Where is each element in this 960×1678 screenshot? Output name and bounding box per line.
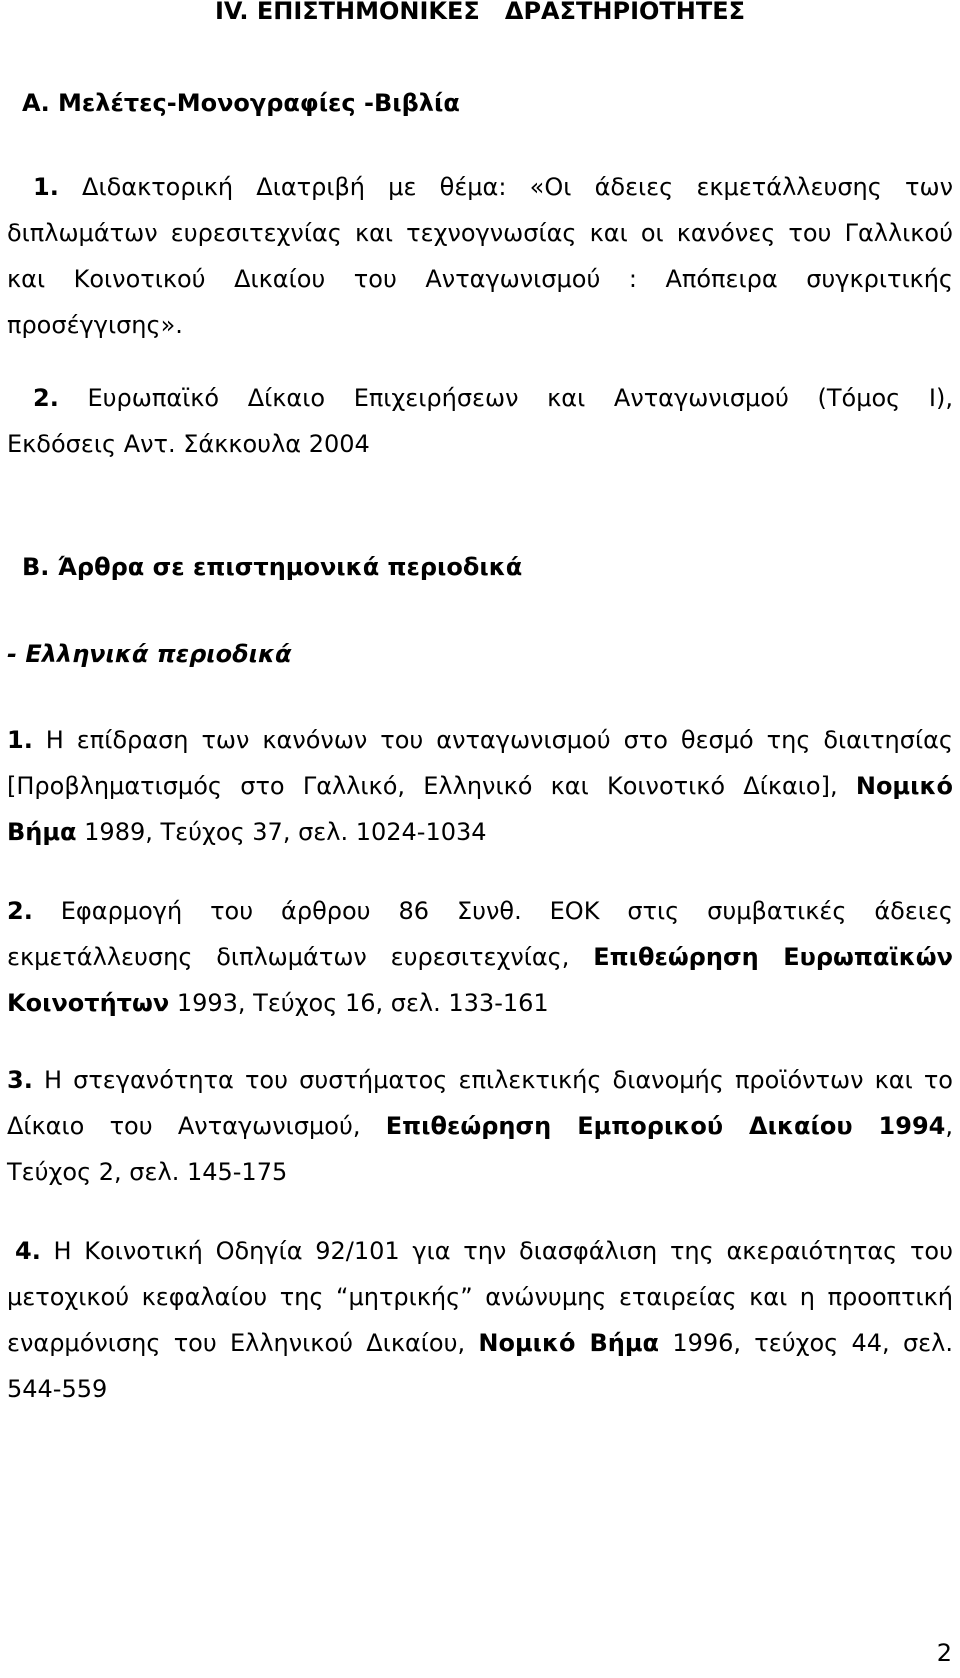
b-item-4-number: 4. xyxy=(15,1237,41,1265)
b-item-4-line-2: μετοχικού κεφαλαίου της “μητρικής” ανώνυμης εταιρείας και η προοπτική xyxy=(7,1283,953,1311)
b-item-3-line-3: Τεύχος 2, σελ. 145-175 xyxy=(7,1158,288,1186)
b-item-3-line-2: Δίκαιο του Ανταγωνισμού, Επιθεώρηση Εμπορικού Δικαίου 1994, xyxy=(7,1112,953,1140)
journal-name: Νομικό Βήμα xyxy=(478,1329,660,1357)
b-item-4-line-4: 544-559 xyxy=(7,1375,108,1403)
b-item-4-line-1: 4. Η Κοινοτική Οδηγία 92/101 για την διασφάλιση της ακεραιότητας του xyxy=(15,1237,953,1265)
b-item-3-line-1: 3. Η στεγανότητα του συστήματος επιλεκτικής διανομής προϊόντων και το xyxy=(7,1066,953,1094)
journal-name: Επιθεώρηση Εμπορικού Δικαίου 1994 xyxy=(385,1112,946,1140)
b-item-3 xyxy=(7,1057,953,1195)
journal-name: Επιθεώρηση Ευρωπαϊκών xyxy=(593,943,953,971)
journal-name: Κοινοτήτων xyxy=(7,989,170,1017)
b-item-1 xyxy=(7,717,953,855)
b-item-4 xyxy=(7,1228,953,1412)
a-item-1-line-3: και Κοινοτικού Δικαίου του Ανταγωνισμού : Απόπειρα συγκριτικής xyxy=(7,265,953,293)
journal-name: Βήμα xyxy=(7,818,77,846)
a-item-1-number: 1. xyxy=(33,173,59,201)
a-item-2-number: 2. xyxy=(33,384,59,412)
b-item-2-line-2: εκμετάλλευσης διπλωμάτων ευρεσιτεχνίας, Επιθεώρηση Ευρωπαϊκών xyxy=(7,943,953,971)
greek-journals-label: - Ελληνικά περιοδικά xyxy=(7,640,292,668)
b-item-2-number: 2. xyxy=(7,897,33,925)
a-item-2-line-2: Εκδόσεις Αντ. Σάκκουλα 2004 xyxy=(7,430,370,458)
subsection-b-title: Β. Άρθρα σε επιστημονικά περιοδικά xyxy=(22,553,523,581)
b-item-1-line-1: 1. Η επίδραση των κανόνων του ανταγωνισμού στο θεσμό της διαιτησίας xyxy=(7,726,953,754)
a-item-1 xyxy=(7,164,953,348)
subsection-a-title: Α. Μελέτες-Μονογραφίες -Βιβλία xyxy=(22,89,460,117)
journal-name: Νομικό xyxy=(855,772,953,800)
b-item-3-number: 3. xyxy=(7,1066,33,1094)
b-item-4-line-3: εναρμόνισης του Ελληνικού Δικαίου, Νομικό Βήμα 1996, τεύχος 44, σελ. xyxy=(7,1329,953,1357)
a-item-1-line-2: διπλωμάτων ευρεσιτεχνίας και τεχνογνωσίας και οι κανόνες του Γαλλικού xyxy=(7,219,953,247)
b-item-2 xyxy=(7,888,953,1026)
b-item-1-number: 1. xyxy=(7,726,33,754)
a-item-2 xyxy=(7,375,953,467)
b-item-1-line-3: Βήμα 1989, Τεύχος 37, σελ. 1024-1034 xyxy=(7,818,487,846)
b-item-2-line-3: Κοινοτήτων 1993, Τεύχος 16, σελ. 133-161 xyxy=(7,989,549,1017)
b-item-1-line-2: [Προβληματισμός στο Γαλλικό, Ελληνικό και Κοινοτικό Δίκαιο], Νομικό xyxy=(7,772,953,800)
section-title: IV. ΕΠΙΣΤΗΜΟΝΙΚΕΣ ΔΡΑΣΤΗΡΙΟΤΗΤΕΣ xyxy=(214,0,746,25)
a-item-1-line-4: προσέγγισης». xyxy=(7,311,183,339)
page-number: 2 xyxy=(936,1639,952,1667)
b-item-2-line-1: 2. Εφαρμογή του άρθρου 86 Συνθ. ΕΟΚ στις συμβατικές άδειες xyxy=(7,897,953,925)
a-item-2-line-1: 2. Ευρωπαϊκό Δίκαιο Επιχειρήσεων και Ανταγωνισμού (Τόμος Ι), xyxy=(33,384,953,412)
a-item-1-line-1: 1. Διδακτορική Διατριβή με θέμα: «Οι άδειες εκμετάλλευσης των xyxy=(33,173,953,201)
